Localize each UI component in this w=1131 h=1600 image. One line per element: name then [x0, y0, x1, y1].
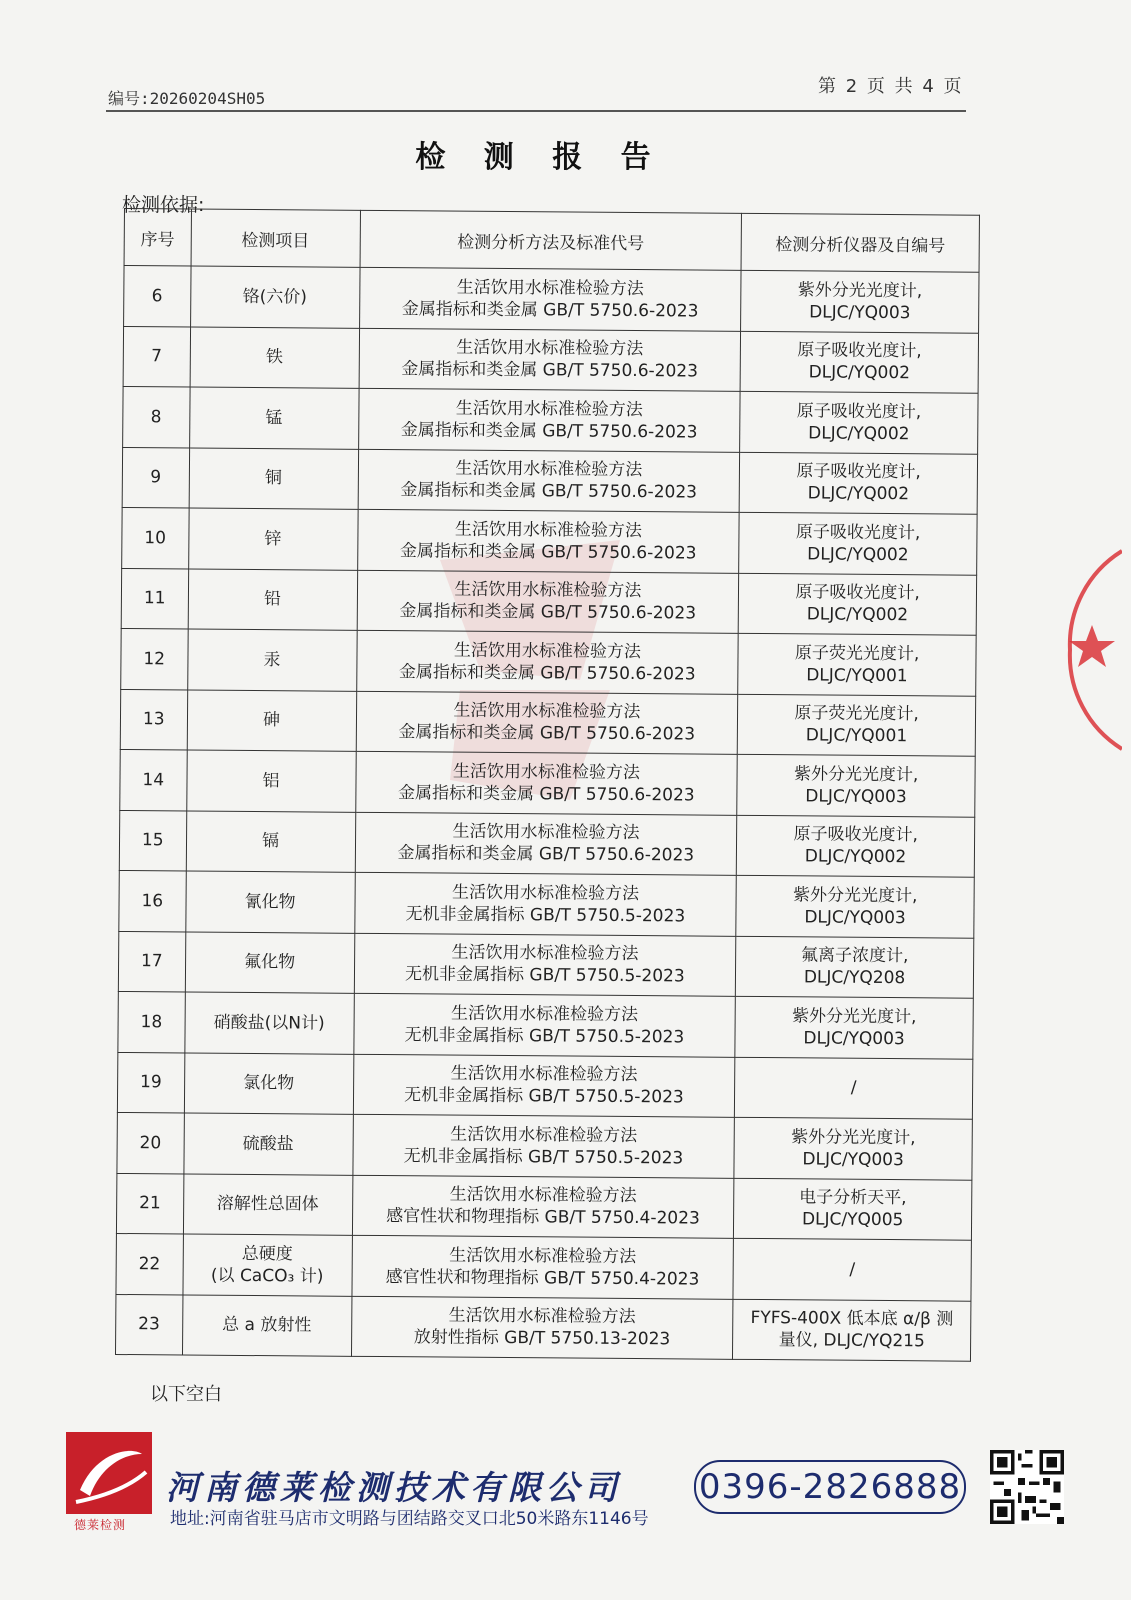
cell-item-line: 铁 [265, 347, 283, 368]
cell-instrument-line: 原子荧光光度计, [794, 643, 920, 665]
cell-method-line: 生活饮用水标准检验方法 [449, 1245, 637, 1267]
table-row [120, 749, 975, 816]
cell-instrument-line: DLJC/YQ002 [807, 544, 909, 565]
cell-no: 6 [124, 266, 191, 327]
cell-item-line: 总硬度 [241, 1243, 293, 1265]
cell-instrument-line: DLJC/YQ003 [802, 1149, 904, 1170]
cell-no: 19 [117, 1052, 184, 1113]
cell-instrument-line: 氟离子浓度计, [800, 945, 909, 967]
cell-method-line: 无机非金属指标 GB/T 5750.5-2023 [404, 1085, 684, 1108]
cell-method-line: 金属指标和类金属 GB/T 5750.6-2023 [400, 419, 698, 443]
cell-no: 20 [117, 1112, 184, 1173]
cell-item-line: 氟化物 [244, 952, 296, 973]
cell-method [352, 1175, 734, 1238]
cell-instrument-line: 紫外分光光度计, [791, 1127, 916, 1148]
cell-item-line: 锌 [264, 528, 282, 549]
cell-item [182, 1234, 352, 1296]
cell-method-line: 生活饮用水标准检验方法 [450, 1063, 638, 1086]
company-name: 河南德莱检测技术有限公司 [166, 1468, 622, 1507]
seal-stamp [1062, 545, 1122, 755]
cell-method [354, 872, 736, 935]
table-row [122, 507, 977, 574]
cell-method-line: 生活饮用水标准检验方法 [451, 942, 639, 965]
table-row [119, 810, 974, 877]
table-row [119, 870, 974, 937]
col-header-method: 检测分析方法及标准代号 [360, 210, 742, 270]
cell-item [189, 448, 359, 510]
cell-instrument [736, 875, 974, 937]
company-address: 地址:河南省驻马店市文明路与团结路交叉口北50米路东1146号 [170, 1509, 649, 1529]
cell-method-line: 生活饮用水标准检验方法 [455, 458, 643, 481]
cell-method-line: 生活饮用水标准检验方法 [452, 821, 640, 844]
cell-instrument [734, 1117, 972, 1179]
cell-no: 22 [116, 1233, 183, 1294]
cell-method-line: 无机非金属指标 GB/T 5750.5-2023 [405, 903, 686, 927]
report-number: 编号:20260204SH05 [108, 89, 266, 108]
cell-method-line: 无机非金属指标 GB/T 5750.5-2023 [404, 964, 685, 987]
cell-method [353, 993, 735, 1056]
cell-instrument [733, 1238, 971, 1300]
table-row [121, 568, 976, 635]
cell-method-line: 感官性状和物理指标 GB/T 5750.4-2023 [386, 1206, 700, 1229]
cell-method [351, 1296, 733, 1359]
cell-method-line: 金属指标和类金属 GB/T 5750.6-2023 [398, 661, 696, 685]
table-row [115, 1294, 970, 1361]
table-row [123, 326, 978, 393]
cell-no: 21 [116, 1173, 183, 1234]
basis-label: 检测依据: [122, 194, 205, 216]
cell-item-line: 溶解性总固体 [216, 1194, 319, 1215]
cell-instrument-line: DLJC/YQ003 [805, 786, 907, 807]
test-basis-table [115, 208, 980, 1362]
cell-no: 18 [118, 991, 185, 1052]
cell-no: 14 [120, 749, 187, 810]
cell-item [187, 690, 357, 752]
cell-item [190, 266, 360, 328]
cell-no: 9 [122, 447, 189, 508]
cell-item-line: 氯化物 [243, 1073, 295, 1094]
cell-no: 15 [119, 810, 186, 871]
cell-item-line: 汞 [263, 649, 281, 670]
cell-instrument [735, 996, 973, 1058]
cell-method [352, 1114, 734, 1177]
cell-method [355, 751, 737, 814]
cell-item [184, 992, 354, 1054]
cell-instrument-line: DLJC/YQ001 [806, 665, 908, 686]
cell-method-line: 金属指标和类金属 GB/T 5750.6-2023 [400, 480, 698, 503]
cell-method [354, 933, 736, 996]
cell-instrument [738, 633, 976, 695]
cell-instrument [741, 270, 979, 332]
cell-instrument-line: 原子吸收光度计, [793, 824, 918, 846]
cell-instrument-line: DLJC/YQ001 [805, 725, 908, 747]
table-row [121, 628, 976, 695]
cell-instrument-line: 原子吸收光度计, [797, 340, 922, 362]
cell-instrument-line: 紫外分光光度计, [797, 280, 923, 302]
cell-instrument [734, 1178, 972, 1240]
cell-no: 11 [121, 568, 188, 629]
qr-code-icon [990, 1450, 1064, 1524]
cell-method [352, 1235, 734, 1298]
table-header-row [124, 209, 979, 273]
cell-item-line: 砷 [262, 710, 281, 731]
cell-method-line: 生活饮用水标准检验方法 [456, 337, 644, 360]
cell-method [357, 509, 739, 572]
cell-item-line: 氰化物 [244, 891, 296, 913]
cell-instrument [738, 573, 976, 635]
cell-method-line: 生活饮用水标准检验方法 [450, 1003, 639, 1025]
cell-method-line: 金属指标和类金属 GB/T 5750.6-2023 [397, 782, 695, 806]
table-body [115, 266, 979, 1362]
cell-method [355, 812, 737, 875]
cell-instrument [737, 754, 975, 816]
cell-no: 7 [123, 326, 190, 387]
cell-method-line: 生活饮用水标准检验方法 [456, 277, 644, 299]
cell-no: 8 [123, 386, 190, 447]
cell-method-line: 金属指标和类金属 GB/T 5750.6-2023 [397, 843, 695, 866]
cell-method [356, 691, 738, 754]
cell-instrument-line: DLJC/YQ003 [803, 1028, 905, 1049]
cell-instrument [737, 694, 975, 756]
cell-method [356, 630, 738, 693]
report-title: 检 测 报 告 [415, 140, 665, 175]
cell-method [359, 267, 741, 330]
cell-instrument-line: 紫外分光光度计, [792, 1006, 917, 1027]
cell-instrument-line: 原子吸收光度计, [795, 522, 921, 544]
cell-no: 16 [119, 870, 186, 931]
cell-item-line: 锰 [265, 407, 283, 429]
cell-instrument-line: 紫外分光光度计, [792, 885, 918, 907]
cell-instrument-line: DLJC/YQ002 [806, 604, 909, 626]
table-row [116, 1233, 971, 1300]
cell-item-line: 镉 [261, 831, 280, 852]
cell-item [185, 871, 355, 933]
cell-no: 10 [122, 507, 189, 568]
cell-no: 12 [121, 628, 188, 689]
cell-instrument-line: DLJC/YQ002 [804, 846, 907, 868]
header-divider [106, 110, 966, 112]
cell-item [187, 629, 357, 691]
cell-item [186, 811, 356, 873]
cell-method-line: 生活饮用水标准检验方法 [450, 1124, 638, 1146]
cell-item-line: 总 a 放射性 [222, 1315, 312, 1336]
cell-instrument [739, 452, 977, 514]
cell-item [185, 932, 355, 994]
cell-instrument-line: FYFS-400X 低本底 α/β 测 [750, 1308, 954, 1330]
col-header-item: 检测项目 [191, 209, 361, 267]
cell-method-line: 生活饮用水标准检验方法 [451, 882, 640, 904]
table-row [117, 1052, 972, 1119]
table-row [116, 1173, 971, 1240]
cell-item-line: 铬(六价) [242, 286, 308, 308]
table-row [118, 931, 973, 998]
cell-instrument-line: 原子荧光光度计, [794, 703, 919, 725]
cell-instrument-line: 紫外分光光度计, [793, 764, 919, 786]
cell-item-line: (以 CaCO₃ 计) [210, 1265, 324, 1287]
cell-instrument [733, 1299, 971, 1361]
cell-method [353, 1054, 735, 1117]
table-row [123, 386, 978, 453]
cell-method-line: 金属指标和类金属 GB/T 5750.6-2023 [401, 359, 699, 382]
cell-instrument-line: 原子吸收光度计, [796, 401, 922, 423]
cell-method-line: 生活饮用水标准检验方法 [454, 579, 642, 602]
cell-method-line: 生活饮用水标准检验方法 [454, 519, 642, 541]
cell-instrument-line: DLJC/YQ003 [804, 907, 906, 928]
cell-instrument-line: DLJC/YQ002 [807, 483, 910, 505]
company-phone: 0396-2826888 [694, 1460, 966, 1514]
cell-instrument-line: 量仪, DLJC/YQ215 [778, 1330, 925, 1352]
cell-item [190, 327, 360, 389]
cell-method-line: 金属指标和类金属 GB/T 5750.6-2023 [399, 601, 697, 624]
cell-method-line: 感官性状和物理指标 GB/T 5750.4-2023 [385, 1266, 700, 1290]
col-header-no: 序号 [124, 209, 191, 267]
cell-instrument-line: 电子分析天平, [799, 1187, 907, 1209]
cell-method [357, 570, 739, 633]
cell-instrument [736, 815, 974, 877]
cell-method-line: 金属指标和类金属 GB/T 5750.6-2023 [398, 722, 696, 745]
cell-instrument [739, 512, 977, 574]
cell-item [184, 1053, 354, 1115]
cell-method [359, 328, 741, 391]
page-indicator: 第 2 页 共 4 页 [818, 76, 964, 97]
table-row [122, 447, 977, 514]
cell-instrument [740, 331, 978, 393]
cell-instrument-line: DLJC/YQ002 [808, 362, 911, 384]
cell-method-line: 生活饮用水标准检验方法 [453, 640, 641, 662]
cell-item [183, 1173, 353, 1235]
cell-instrument-line: DLJC/YQ003 [809, 302, 911, 323]
table-row [117, 1112, 972, 1179]
cell-method-line: 无机非金属指标 GB/T 5750.5-2023 [403, 1145, 684, 1169]
cell-item [182, 1294, 352, 1356]
cell-item [189, 387, 359, 449]
cell-instrument [736, 936, 974, 998]
cell-method-line: 生活饮用水标准检验方法 [449, 1184, 637, 1207]
table-row [120, 689, 975, 756]
cell-method-line: 生活饮用水标准检验方法 [455, 398, 643, 420]
cell-item [186, 750, 356, 812]
cell-instrument-line: / [849, 1259, 856, 1280]
cell-item-line: 硫酸盐 [242, 1133, 294, 1155]
cell-method-line: 金属指标和类金属 GB/T 5750.6-2023 [401, 298, 699, 322]
cell-item-line: 铝 [262, 770, 280, 791]
cell-no: 23 [115, 1294, 182, 1355]
cell-instrument [735, 1057, 973, 1119]
table-row [118, 991, 973, 1058]
logo-caption: 德莱检测 [74, 1518, 127, 1532]
cell-method-line: 生活饮用水标准检验方法 [453, 700, 641, 723]
cell-instrument [740, 391, 978, 453]
cell-method [358, 449, 740, 512]
cell-item-line: 硝酸盐(以N计) [213, 1012, 325, 1034]
blank-below-note: 以下空白 [150, 1384, 222, 1405]
table-row [124, 266, 979, 333]
cell-instrument-line: DLJC/YQ208 [803, 967, 906, 989]
cell-instrument-line: 原子吸收光度计, [795, 582, 920, 604]
cell-item-line: 铜 [264, 468, 283, 489]
cell-item [188, 569, 358, 631]
cell-method [358, 388, 740, 451]
cell-method-line: 无机非金属指标 GB/T 5750.5-2023 [404, 1024, 685, 1048]
cell-no: 13 [120, 689, 187, 750]
cell-item-line: 铅 [263, 589, 282, 610]
cell-item [188, 508, 358, 570]
cell-method-line: 生活饮用水标准检验方法 [448, 1305, 636, 1328]
cell-instrument-line: / [850, 1077, 857, 1099]
cell-method-line: 金属指标和类金属 GB/T 5750.6-2023 [399, 540, 697, 564]
col-header-instrument: 检测分析仪器及自编号 [741, 213, 979, 272]
cell-instrument-line: DLJC/YQ005 [801, 1209, 904, 1231]
cell-instrument-line: 原子吸收光度计, [796, 461, 921, 483]
cell-instrument-line: DLJC/YQ002 [808, 423, 910, 444]
cell-method-line: 生活饮用水标准检验方法 [452, 761, 641, 783]
cell-method-line: 放射性指标 GB/T 5750.13-2023 [413, 1327, 671, 1350]
cell-item [183, 1113, 353, 1175]
cell-no: 17 [118, 931, 185, 992]
